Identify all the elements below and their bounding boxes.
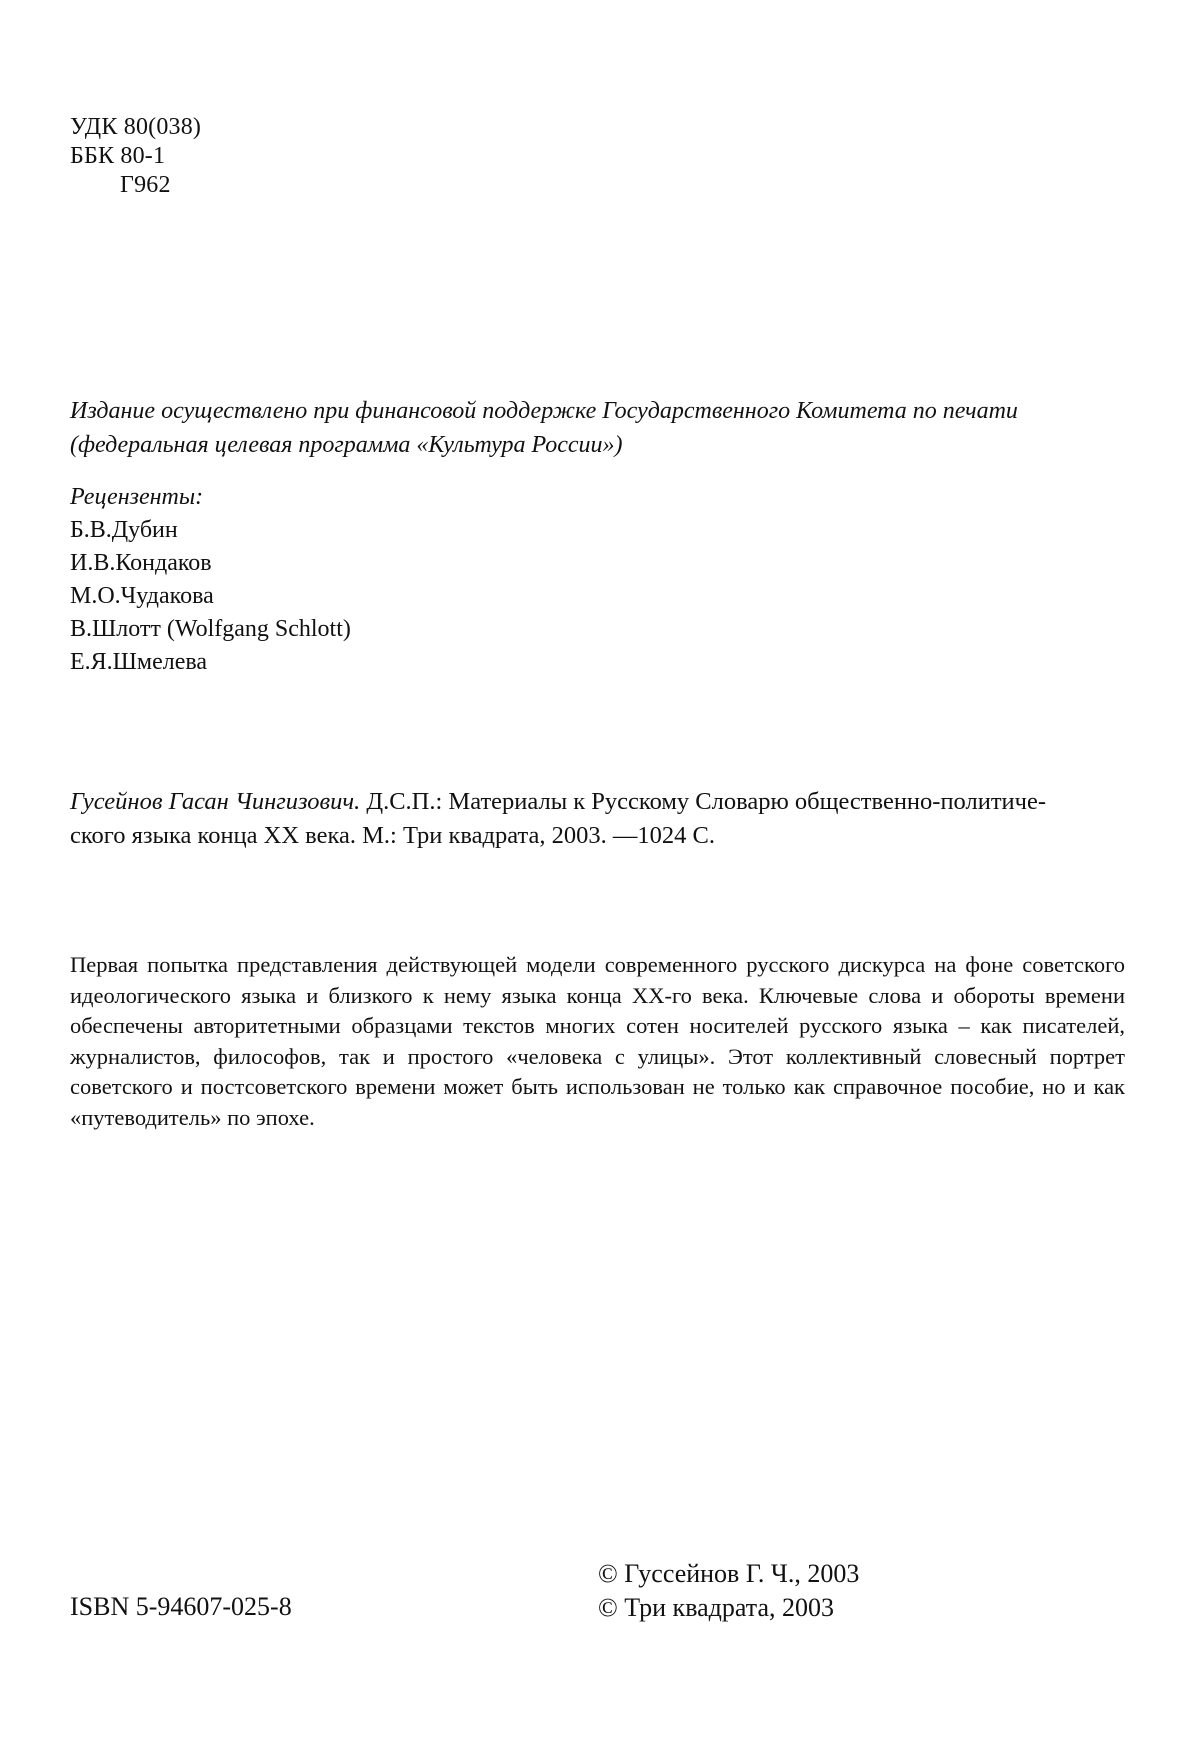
funding-note — [70, 394, 1090, 462]
copyright-publisher: © Три квадрата, 2003 — [598, 1593, 834, 1622]
copyright-notice — [598, 1557, 859, 1625]
reviewers-list — [70, 481, 351, 679]
author-sign-code: Г962 — [120, 172, 171, 198]
funding-line-2: (федеральная целевая программа «Культура России») — [70, 432, 623, 458]
bbk-code: ББК 80-1 — [70, 143, 166, 169]
catalog-codes — [70, 113, 201, 200]
author-name: Гусейнов Гасан Чингизович. — [70, 788, 361, 815]
copyright-author: © Гуссейнов Г. Ч., 2003 — [598, 1559, 860, 1588]
reviewer-name: Е.Я.Шмелева — [70, 649, 208, 675]
annotation-paragraph: Первая попытка представления действующей модели современного русского дискурса на фоне советского идеологического языка и близкого к нему языка конца XX-го века. Ключевые слова и обороты времени обеспечены авторитетными образцами текстов многих сотен носителей русского языка – как писателей, журналистов, философов, так и простого «человека с улицы». Этот коллективный словесный портрет советского и постсоветского времени может быть использован не только как справочное пособие, но и как «путеводитель» по эпохе. — [70, 952, 1125, 1130]
bibliographic-title: Д.С.П.: Материалы к Русскому Словарю общественно-политиче- — [360, 788, 1046, 815]
bibliographic-record — [70, 785, 1125, 853]
reviewers-heading: Рецензенты: — [70, 484, 204, 510]
reviewer-name: И.В.Кондаков — [70, 550, 212, 576]
bibliographic-line-2: ского языка конца XX века. М.: Три квадрата, 2003. —1024 С. — [70, 822, 715, 849]
reviewer-name: Б.В.Дубин — [70, 517, 178, 543]
reviewer-name: В.Шлотт (Wolfgang Schlott) — [70, 616, 351, 642]
funding-line-1: Издание осуществлено при финансовой поддержке Государственного Комитета по печати — [70, 398, 1018, 424]
udk-code: УДК 80(038) — [70, 114, 202, 140]
reviewer-name: М.О.Чудакова — [70, 583, 214, 609]
bibliographic-line-1 — [70, 785, 1125, 819]
isbn-number: ISBN 5-94607-025-8 — [70, 1592, 292, 1621]
